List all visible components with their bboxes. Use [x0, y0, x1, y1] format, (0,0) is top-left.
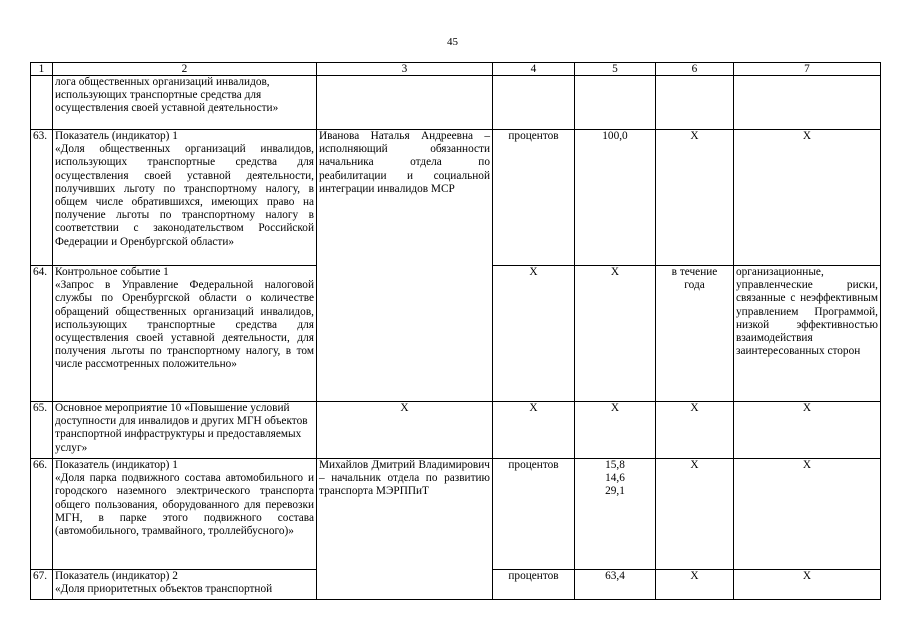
table-row	[31, 130, 881, 266]
description-cell: Показатель (индикатор) 2 «Доля приоритетных объектов транспортной	[53, 570, 317, 600]
risk-cell: X	[734, 459, 881, 570]
table-row	[31, 402, 881, 459]
term-cell	[656, 76, 734, 130]
unit-cell: процентов	[493, 570, 575, 600]
value-cell	[575, 76, 656, 130]
unit-cell: X	[493, 266, 575, 402]
row-number-cell: 64.	[31, 266, 53, 402]
column-header: 3	[317, 63, 493, 76]
column-header: 5	[575, 63, 656, 76]
description-cell: Показатель (индикатор) 1 «Доля парка подвижного состава автомобильного и городского наземного электрического транспорта общего пользования, оборудованного для перевозки МГН, в парке этого подвижного состава (автомобильного, трамвайного, троллейбусного)»	[53, 459, 317, 570]
table-row	[31, 76, 881, 130]
column-header: 4	[493, 63, 575, 76]
risk-cell: организационные, управленческие риски, связанные с неэффективным управлением Программой, низкой эффективностью взаимодействия заинтересованных сторон	[734, 266, 881, 402]
row-number-cell: 63.	[31, 130, 53, 266]
row-number-cell	[31, 76, 53, 130]
column-header: 2	[53, 63, 317, 76]
unit-cell: процентов	[493, 130, 575, 266]
responsible-cell: X	[317, 402, 493, 459]
row-number-cell: 65.	[31, 402, 53, 459]
responsible-cell: Михайлов Дмитрий Владимирович – начальник отдела по развитию транспорта МЭРППиТ	[317, 459, 493, 600]
value-cell: 63,4	[575, 570, 656, 600]
risk-cell: X	[734, 130, 881, 266]
table-row	[31, 459, 881, 570]
measures-table	[30, 62, 881, 600]
unit-cell	[493, 76, 575, 130]
term-cell: X	[656, 459, 734, 570]
column-number-row	[31, 63, 881, 76]
term-cell: X	[656, 130, 734, 266]
term-cell: в течение года	[656, 266, 734, 402]
term-cell: X	[656, 402, 734, 459]
description-cell: лога общественных организаций инвалидов, использующих транспортные средства для осуществления своей уставной деятельности»	[53, 76, 317, 130]
unit-cell: X	[493, 402, 575, 459]
term-cell: X	[656, 570, 734, 600]
page-number: 45	[447, 36, 458, 48]
column-header: 1	[31, 63, 53, 76]
responsible-cell	[317, 76, 493, 130]
column-header: 6	[656, 63, 734, 76]
row-number-cell: 66.	[31, 459, 53, 570]
responsible-cell: Иванова Наталья Андреевна – исполняющий обязанности начальника отдела по реабилитации и социальной интеграции инвалидов МСР	[317, 130, 493, 402]
value-cell: 100,0	[575, 130, 656, 266]
column-header: 7	[734, 63, 881, 76]
row-number-cell: 67.	[31, 570, 53, 600]
description-cell: Показатель (индикатор) 1 «Доля общественных организаций инвалидов, использующих транспортные средства для осуществления своей уставной деятельности, получивших льготу по транспортному налогу, в общем числе обратившихся, имеющих право на получение льготы по транспортному налогу в соответствии с законодательством Российской Федерации и Оренбургской области»	[53, 130, 317, 266]
risk-cell	[734, 76, 881, 130]
risk-cell: X	[734, 570, 881, 600]
value-cell: X	[575, 266, 656, 402]
value-cell: X	[575, 402, 656, 459]
unit-cell: процентов	[493, 459, 575, 570]
value-cell: 15,8 14,6 29,1	[575, 459, 656, 570]
description-cell: Основное мероприятие 10 «Повышение условий доступности для инвалидов и других МГН объектов транспортной инфраструктуры и предоставляемых услуг»	[53, 402, 317, 459]
description-cell: Контрольное событие 1 «Запрос в Управление Федеральной налоговой службы по Оренбургской области о количестве обращений общественных организаций инвалидов, использующих транспортные средства для осуществления своей уставной деятельности, для получения льготы по транспортному налогу, в том числе рассмотренных положительно»	[53, 266, 317, 402]
risk-cell: X	[734, 402, 881, 459]
